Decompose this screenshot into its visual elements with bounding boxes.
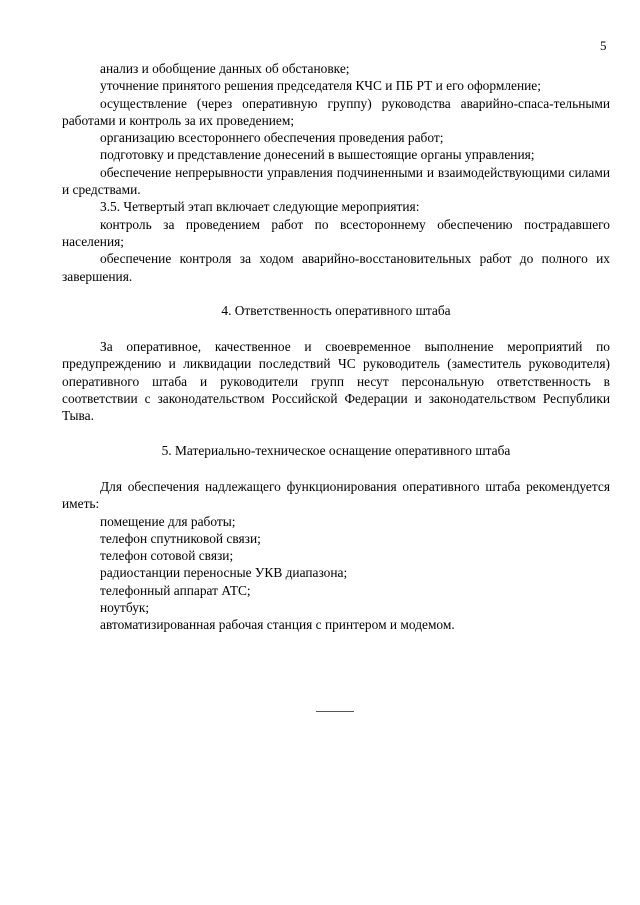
list-item: телефонный аппарат АТС;: [100, 582, 251, 598]
section4-paragraph: За оперативное, качественное и своевременное выполнение мероприятий по предупреждению и ликвидации последствий ЧС руководитель (заместитель руководителя) оперативного штаба и руководители групп несут персональную ответственность в соответствии с законодательством Российской Федерации и законодательством Республики Тыва.: [62, 339, 610, 424]
list-item: автоматизированная рабочая станция с принтером и модемом.: [100, 617, 455, 633]
list-item: ноутбук;: [100, 600, 150, 616]
list-item: телефон спутниковой связи;: [100, 530, 261, 546]
list-item: помещение для работы;: [100, 513, 236, 529]
page-number: 5: [600, 38, 607, 53]
list-item: анализ и обобщение данных об обстановке;: [100, 61, 350, 76]
list-item: уточнение принятого решения председателя КЧС и ПБ РТ и его оформление;: [100, 78, 541, 94]
section-heading-5: 5. Материально-техническое оснащение оперативного штаба: [161, 442, 511, 458]
stage4-intro: 3.5. Четвертый этап включает следующие мероприятия:: [100, 199, 420, 215]
spacer: [62, 285, 610, 302]
document-body: [62, 60, 610, 634]
list-item: подготовку и представление донесений в вышестоящие органы управления;: [100, 147, 535, 163]
section5-intro: Для обеспечения надлежащего функционирования оперативного штаба рекомендуется иметь:: [62, 478, 610, 512]
list-item: контроль за проведением работ по всестороннему обеспечению пострадавшего населения;: [62, 216, 610, 249]
list-item: обеспечение непрерывности управления подчиненными и взаимодействующими силами и средствами.: [62, 164, 610, 198]
spacer: [62, 459, 610, 478]
list-item: обеспечение контроля за ходом аварийно-восстановительных работ до полного их завершения.: [62, 251, 610, 284]
spacer: [62, 319, 610, 338]
list-item: телефон сотовой связи;: [100, 548, 234, 564]
list-item: осуществление (через оперативную группу) руководства аварийно-спаса-тельными работами и контроль за их проведением;: [62, 95, 610, 128]
end-divider: [316, 711, 354, 712]
spacer: [62, 425, 610, 442]
list-item: организацию всестороннего обеспечения проведения работ;: [100, 130, 444, 146]
list-item: радиостанции переносные УКВ диапазона;: [100, 565, 348, 581]
section-heading-4: 4. Ответственность оперативного штаба: [221, 302, 451, 318]
equipment-list: [62, 513, 610, 634]
